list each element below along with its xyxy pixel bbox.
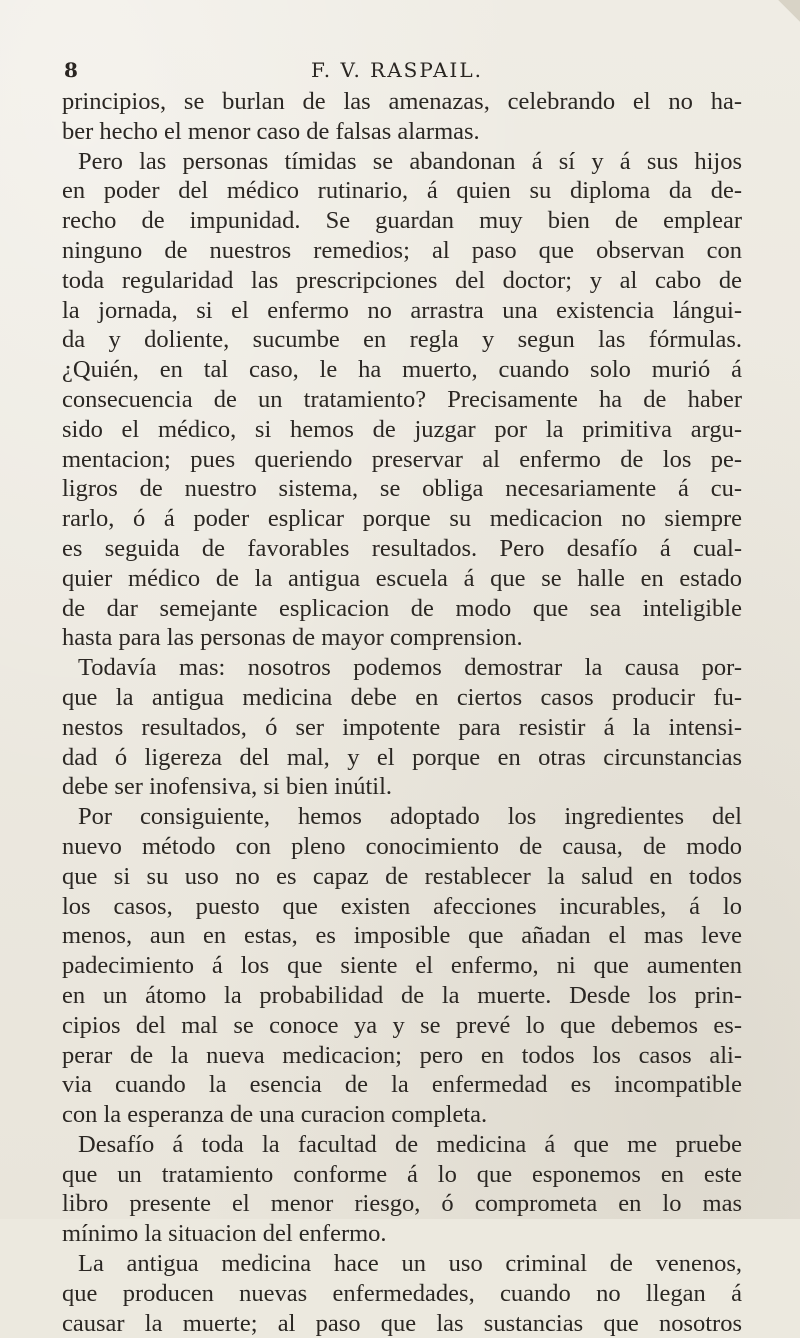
text-line: hasta para las personas de mayor comprension. — [62, 624, 523, 652]
text-line: nuevo método con pleno conocimiento de causa, de modo — [62, 832, 742, 860]
text-line: que la antigua medicina debe en ciertos casos producir fu- — [62, 683, 742, 711]
text-line: de dar semejante esplicacion de modo que sea inteligible — [62, 594, 742, 622]
text-line: que un tratamiento conforme á lo que esponemos en este — [62, 1160, 742, 1188]
text-line: ninguno de nuestros remedios; al paso que observan con — [62, 236, 742, 264]
text-line: menos, aun en estas, es imposible que añadan el mas leve — [62, 922, 742, 950]
text-line: en un átomo la probabilidad de la muerte. Desde los prin- — [62, 981, 742, 1009]
text-line: La antigua medicina hace un uso criminal de venenos, — [78, 1250, 742, 1278]
text-line: perar de la nueva medicacion; pero en todos los casos ali- — [62, 1041, 742, 1069]
text-line: Por consiguiente, hemos adoptado los ingredientes del — [78, 803, 742, 831]
text-line: ligros de nuestro sistema, se obliga necesariamente á cu- — [62, 475, 742, 503]
text-line: rarlo, ó á poder esplicar porque su medicacion no siempre — [62, 505, 742, 533]
page-corner — [776, 0, 800, 24]
text-line: dad ó ligereza del mal, y el porque en otras circunstancias — [62, 743, 742, 771]
text-line: es seguida de favorables resultados. Pero desafío á cual- — [62, 534, 742, 562]
text-line: que si su uso no es capaz de restablecer la salud en todos — [62, 862, 742, 890]
text-line: en poder del médico rutinario, á quien su diploma da de- — [62, 177, 742, 205]
text-line: Todavía mas: nosotros podemos demostrar la causa por- — [78, 654, 742, 682]
text-line: con la esperanza de una curacion completa. — [62, 1101, 488, 1129]
text-line: causar la muerte; al paso que las sustancias que nosotros — [62, 1309, 742, 1337]
body-text — [62, 87, 742, 1338]
text-line: toda regularidad las prescripciones del doctor; y al cabo de — [62, 266, 742, 294]
text-line: mentacion; pues queriendo preservar al enfermo de los pe- — [62, 445, 742, 473]
text-line: debe ser inofensiva, si bien inútil. — [62, 773, 392, 801]
text-line: ¿Quién, en tal caso, le ha muerto, cuando solo murió á — [62, 356, 742, 384]
text-line: quier médico de la antigua escuela á que se halle en estado — [62, 564, 742, 592]
text-line: principios, se burlan de las amenazas, celebrando el no ha- — [62, 88, 742, 115]
text-line: ber hecho el menor caso de falsas alarmas. — [62, 117, 480, 145]
page-header — [64, 54, 730, 84]
text-line: cipios del mal se conoce ya y se prevé lo que debemos es- — [62, 1011, 742, 1039]
text-line: libro presente el menor riesgo, ó comprometa en lo mas — [62, 1190, 742, 1218]
text-line: Desafío á toda la facultad de medicina á que me pruebe — [78, 1130, 742, 1158]
text-line: consecuencia de un tratamiento? Precisamente ha de haber — [62, 385, 742, 413]
page-number: 8 — [64, 58, 78, 82]
text-line: nestos resultados, ó ser impotente para resistir á la intensi- — [62, 713, 742, 741]
text-line: da y doliente, sucumbe en regla y segun las fórmulas. — [62, 326, 742, 354]
running-head: F. V. RASPAIL. — [311, 58, 483, 82]
text-line: recho de impunidad. Se guardan muy bien de emplear — [62, 207, 742, 235]
text-line: Pero las personas tímidas se abandonan á sí y á sus hijos — [78, 147, 742, 175]
text-line: mínimo la situacion del enfermo. — [62, 1220, 387, 1248]
text-line: que producen nuevas enfermedades, cuando no llegan á — [62, 1279, 742, 1307]
text-line: la jornada, si el enfermo no arrastra una existencia lángui- — [62, 296, 742, 324]
text-line: via cuando la esencia de la enfermedad es incompatible — [62, 1071, 742, 1099]
text-line: sido el médico, si hemos de juzgar por la primitiva argu- — [62, 415, 742, 443]
text-line: los casos, puesto que existen afecciones incurables, á lo — [62, 892, 742, 920]
text-line: padecimiento á los que siente el enfermo, ni que aumenten — [62, 952, 742, 980]
